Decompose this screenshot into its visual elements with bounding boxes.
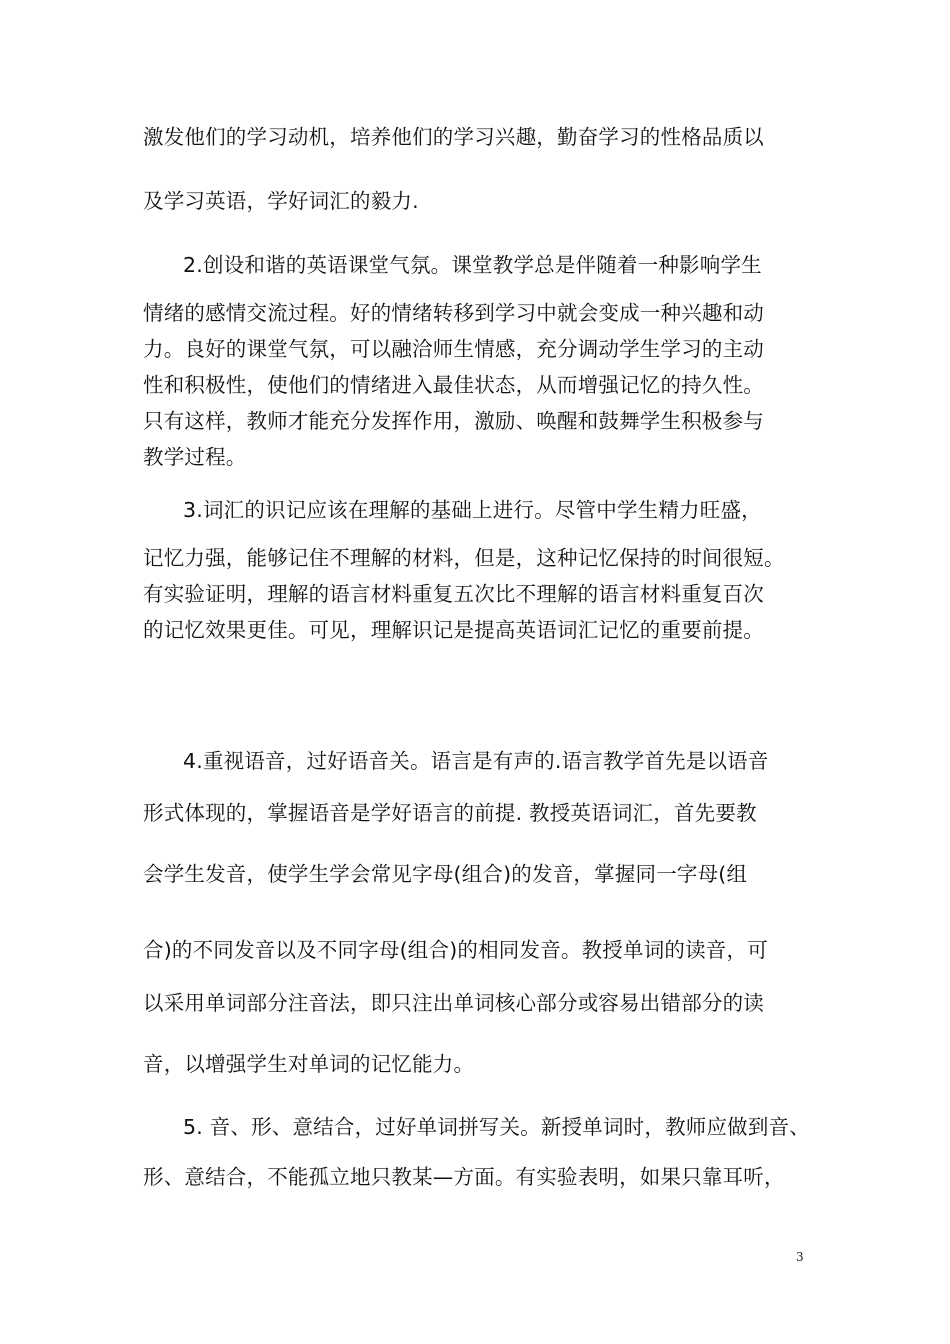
text-line: 形式体现的，掌握语音是学好语言的前提. 教授英语词汇，首先要教	[143, 801, 757, 825]
text-line: 的记忆效果更佳。可见，理解识记是提高英语词汇记忆的重要前提。	[143, 618, 764, 642]
paragraph-3-heading-line: 3.词汇的识记应该在理解的基础上进行。尽管中学生精力旺盛，	[183, 498, 762, 522]
paragraph-5-heading-line: 5. 音、形、意结合，过好单词拼写关。新授单词时，教师应做到音、	[183, 1115, 810, 1139]
text-line: 合)的不同发音以及不同字母(组合)的相同发音。教授单词的读音，可	[143, 938, 768, 962]
text-line: 会学生发音，使学生学会常见字母(组合)的发音，掌握同一字母(组	[143, 862, 748, 886]
text-line: 有实验证明，理解的语言材料重复五次比不理解的语言材料重复百次	[143, 582, 764, 606]
text-line: 情绪的感情交流过程。好的情绪转移到学习中就会变成一种兴趣和动	[143, 301, 764, 325]
text-line: 形、意结合，不能孤立地只教某—方面。有实验表明，如果只靠耳听，	[143, 1165, 785, 1189]
paragraph-4-heading-line: 4.重视语音，过好语音关。语言是有声的.语言教学首先是以语音	[183, 749, 769, 773]
text-line: 激发他们的学习动机，培养他们的学习兴趣，勤奋学习的性格品质以	[143, 125, 764, 149]
text-line: 及学习英语，学好词汇的毅力.	[143, 189, 419, 213]
text-line: 记忆力强，能够记住不理解的材料，但是，这种记忆保持的时间很短。	[143, 546, 785, 570]
paragraph-2-heading-line: 2.创设和谐的英语课堂气氛。课堂教学总是伴随着一种影响学生	[183, 253, 762, 277]
text-line: 力。良好的课堂气氛，可以融洽师生情感，充分调动学生学习的主动	[143, 337, 764, 361]
text-line: 只有这样，教师才能充分发挥作用，激励、唤醒和鼓舞学生积极参与	[143, 409, 764, 433]
text-line: 以采用单词部分注音法，即只注出单词核心部分或容易出错部分的读	[143, 991, 764, 1015]
page-number: 3	[796, 1250, 804, 1264]
text-line: 音，以增强学生对单词的记忆能力。	[143, 1052, 475, 1076]
text-line: 教学过程。	[143, 445, 247, 469]
text-line: 性和积极性，使他们的情绪进入最佳状态，从而增强记忆的持久性。	[143, 373, 764, 397]
